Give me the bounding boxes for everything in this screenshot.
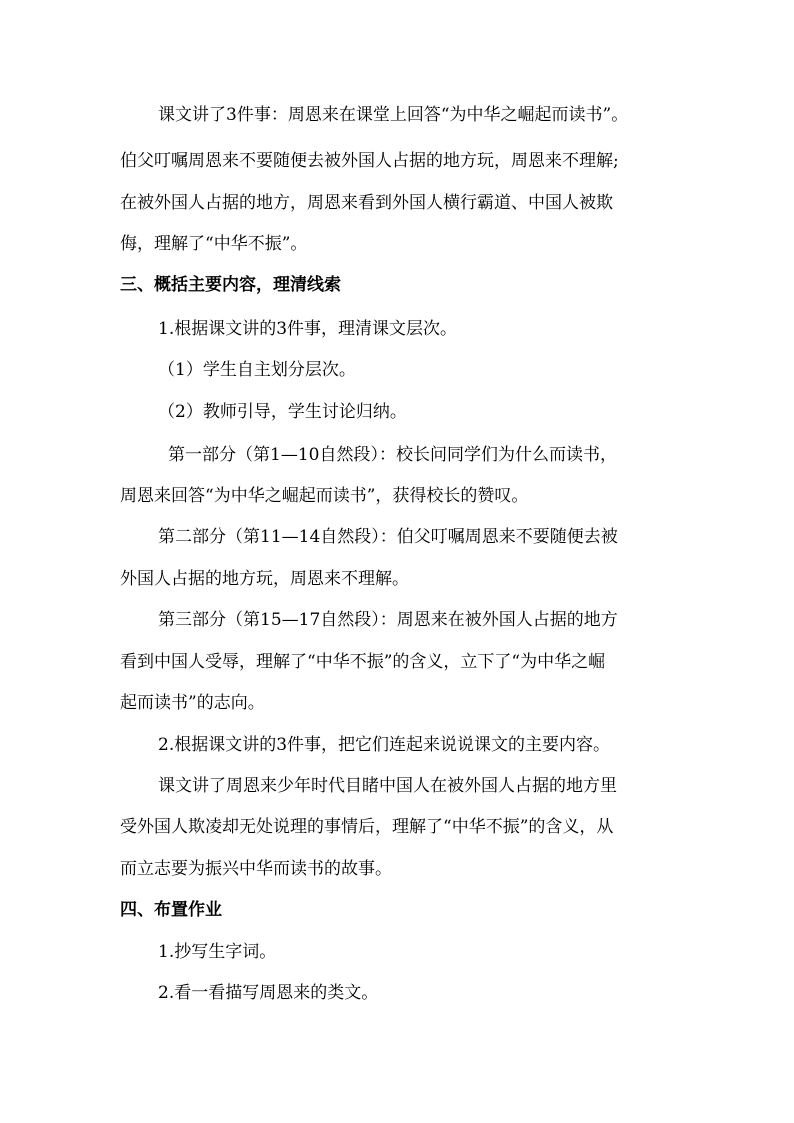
paragraph-line: 看到中国人受辱，理解了“中华不振”的含义，立下了“为中华之崛 [120,652,606,672]
paragraph-line: 第三部分（第15—17自然段）：周恩来在被外国人占据的地方 [158,610,618,630]
section-heading: 三、概括主要内容，理清线索 [120,275,341,295]
paragraph-line: 课文讲了周恩来少年时代目睹中国人在被外国人占据的地方里 [158,776,617,796]
paragraph-line: 侮，理解了“中华不振”。 [120,234,308,254]
paragraph-line: 第二部分（第11—14自然段）：伯父叮嘱周恩来不要随便去被 [158,527,618,547]
paragraph-line: 伯父叮嘱周恩来不要随便去被外国人占据的地方玩，周恩来不理解; [120,151,619,171]
section-heading: 四、布置作业 [120,900,222,920]
paragraph-line: 受外国人欺凌却无处说理的事情后，理解了“中华不振”的含义，从 [120,817,614,837]
paragraph-line: 课文讲了3件事：周恩来在课堂上回答“为中华之崛起而读书”。 [158,105,629,125]
paragraph-line: 第一部分（第1—10自然段）：校长问同学们为什么而读书， [168,445,617,465]
list-item: 1.抄写生字词。 [158,942,277,962]
paragraph-line: 起而读书”的志向。 [120,693,265,713]
paragraph-line: 外国人占据的地方玩，周恩来不理解。 [120,569,409,589]
paragraph-line: 周恩来回答“为中华之崛起而读书”，获得校长的赞叹。 [120,486,529,506]
list-item: 1.根据课文讲的3件事，理清课文层次。 [158,319,458,339]
list-item: （2）教师引导，学生讨论归纳。 [158,402,407,422]
list-item: 2.根据课文讲的3件事，把它们连起来说说课文的主要内容。 [158,735,611,755]
paragraph-line: 在被外国人占据的地方，周恩来看到外国人横行霸道、中国人被欺 [120,193,613,213]
list-item: 2.看一看描写周恩来的类文。 [158,983,379,1003]
paragraph-line: 而立志要为振兴中华而读书的故事。 [120,859,392,879]
list-item: （1）学生自主划分层次。 [158,360,356,380]
